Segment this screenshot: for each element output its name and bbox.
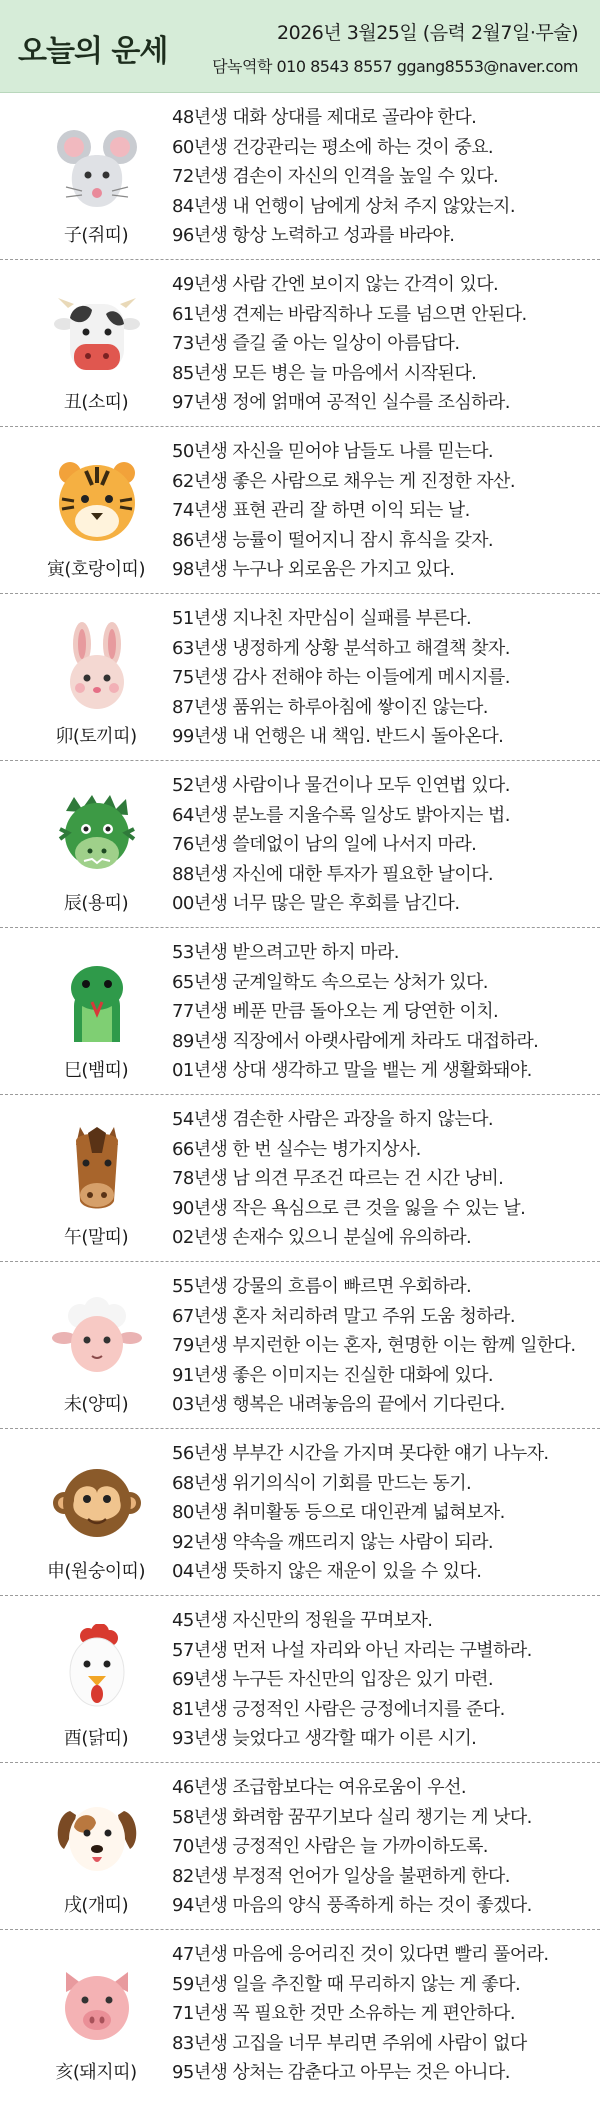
fortune-line: 49년생 사람 간엔 보이지 않는 간격이 있다.	[172, 274, 499, 295]
fortune-line: 82년생 부정적 언어가 일상을 불편하게 한다.	[172, 1865, 510, 1887]
dog-icon	[52, 1791, 142, 1881]
fortune-line: 47년생 마음에 응어리진 것이 있다면 빨리 풀어라.	[172, 1944, 549, 1965]
fortune-line: 62년생 좋은 사람으로 채우는 게 진정한 자산.	[172, 470, 515, 492]
fortune-line: 99년생 내 언행은 내 책임. 반드시 돌아온다.	[172, 726, 504, 747]
fortune-line: 86년생 능률이 떨어지니 잠시 휴식을 갖자.	[172, 529, 494, 551]
fortune-line: 51년생 지나친 자만심이 실패를 부른다.	[172, 608, 472, 629]
fortune-line: 75년생 감사 전해야 하는 이들에게 메시지를.	[172, 667, 510, 688]
zodiac-name: 子(쥐띠)	[63, 225, 129, 246]
zodiac-name: 辰(용띠)	[63, 893, 129, 914]
zodiac-row	[0, 1262, 600, 1429]
fortune-lines	[172, 938, 594, 1086]
fortune-line: 87년생 품위는 하루아침에 쌓이진 않는다.	[172, 696, 488, 718]
fortune-line: 67년생 혼자 처리하려 말고 주위 도움 청하라.	[172, 1305, 515, 1327]
fortune-line: 63년생 냉정하게 상황 분석하고 해결책 찾자.	[172, 637, 510, 659]
fortune-line: 92년생 약속을 깨뜨리지 않는 사람이 되라.	[172, 1531, 494, 1553]
header	[0, 0, 600, 93]
fortune-lines	[172, 270, 594, 418]
fortune-line: 74년생 표현 관리 잘 하면 이익 되는 날.	[172, 500, 470, 521]
fortune-line: 66년생 한 번 실수는 병가지상사.	[172, 1138, 421, 1160]
fortune-line: 69년생 누구든 자신만의 입장은 있기 마련.	[172, 1669, 494, 1690]
fortune-line: 64년생 분노를 지울수록 일상도 밝아지는 법.	[172, 804, 510, 826]
fortune-lines	[172, 1940, 594, 2088]
zodiac-row	[0, 1763, 600, 1930]
fortune-line: 60년생 건강관리는 평소에 하는 것이 중요.	[172, 136, 494, 158]
fortune-line: 65년생 군계일학도 속으로는 상처가 있다.	[172, 971, 488, 993]
zodiac-row	[0, 928, 600, 1095]
fortune-line: 90년생 작은 욕심으로 큰 것을 잃을 수 있는 날.	[172, 1197, 526, 1219]
zodiac-name: 亥(돼지띠)	[55, 2062, 137, 2083]
fortune-line: 00년생 너무 많은 말은 후회를 남긴다.	[172, 893, 460, 914]
date-line: 2026년 3월25일 (음력 2월7일·무술)	[277, 22, 578, 44]
fortune-line: 84년생 내 언행이 남에게 상처 주지 않았는지.	[172, 195, 515, 217]
fortune-line: 72년생 겸손이 자신의 인격을 높일 수 있다.	[172, 166, 499, 187]
ox-icon	[52, 288, 142, 378]
fortune-lines	[172, 771, 594, 919]
fortune-lines	[172, 1272, 594, 1420]
fortune-line: 85년생 모든 병은 늘 마음에서 시작된다.	[172, 362, 477, 384]
zodiac-list	[0, 93, 600, 2097]
fortune-line: 93년생 늦었다고 생각할 때가 이른 시기.	[172, 1728, 477, 1749]
fortune-line: 81년생 긍정적인 사람은 긍정에너지를 준다.	[172, 1698, 505, 1720]
fortune-line: 98년생 누구나 외로움은 가지고 있다.	[172, 559, 455, 580]
zodiac-name: 未(양띠)	[63, 1394, 129, 1415]
fortune-lines	[172, 1773, 594, 1921]
horse-icon	[52, 1123, 142, 1213]
fortune-line: 52년생 사람이나 물건이나 모두 인연법 있다.	[172, 775, 510, 796]
fortune-line: 48년생 대화 상대를 제대로 골라야 한다.	[172, 107, 477, 128]
fortune-line: 53년생 받으려고만 하지 마라.	[172, 942, 399, 963]
sheep-icon	[52, 1290, 142, 1380]
fortune-line: 03년생 행복은 내려놓음의 끝에서 기다린다.	[172, 1394, 505, 1415]
zodiac-row	[0, 1596, 600, 1763]
page-title: 오늘의 운세	[18, 34, 168, 69]
fortune-line: 58년생 화려함 꿈꾸기보다 실리 챙기는 게 낫다.	[172, 1806, 532, 1828]
fortune-line: 97년생 정에 얽매여 공적인 실수를 조심하라.	[172, 392, 510, 413]
fortune-line: 95년생 상처는 감춘다고 아무는 것은 아니다.	[172, 2062, 510, 2083]
pig-icon	[52, 1958, 142, 2048]
zodiac-row	[0, 1095, 600, 1262]
monkey-icon	[52, 1457, 142, 1547]
fortune-line: 76년생 쓸데없이 남의 일에 나서지 마라.	[172, 834, 477, 855]
zodiac-name: 午(말띠)	[63, 1227, 129, 1248]
fortune-line: 80년생 취미활동 등으로 대인관계 넓혀보자.	[172, 1502, 505, 1523]
fortune-line: 79년생 부지런한 이는 혼자, 현명한 이는 함께 일한다.	[172, 1335, 576, 1356]
zodiac-name: 酉(닭띠)	[63, 1728, 129, 1749]
fortune-line: 91년생 좋은 이미지는 진실한 대화에 있다.	[172, 1364, 494, 1386]
fortune-line: 89년생 직장에서 아랫사람에게 차라도 대접하라.	[172, 1030, 539, 1052]
fortune-line: 55년생 강물의 흐름이 빠르면 우회하라.	[172, 1276, 472, 1297]
zodiac-row	[0, 1429, 600, 1596]
fortune-line: 78년생 남 의견 무조건 따르는 건 시간 낭비.	[172, 1168, 504, 1189]
fortune-line: 45년생 자신만의 정원을 꾸며보자.	[172, 1610, 433, 1631]
fortune-lines	[172, 1606, 594, 1754]
fortune-lines	[172, 1439, 594, 1587]
fortune-line: 96년생 항상 노력하고 성과를 바라야.	[172, 225, 455, 246]
fortune-line: 94년생 마음의 양식 풍족하게 하는 것이 좋겠다.	[172, 1895, 532, 1916]
snake-icon	[52, 956, 142, 1046]
zodiac-row	[0, 260, 600, 427]
fortune-line: 88년생 자신에 대한 투자가 필요한 날이다.	[172, 863, 494, 885]
fortune-line: 83년생 고집을 너무 부리면 주위에 사람이 없다	[172, 2032, 527, 2054]
fortune-line: 57년생 먼저 나설 자리와 아닌 자리는 구별하라.	[172, 1639, 532, 1661]
zodiac-row	[0, 93, 600, 260]
fortune-line: 71년생 꼭 필요한 것만 소유하는 게 편안하다.	[172, 2003, 515, 2024]
zodiac-name: 寅(호랑이띠)	[46, 559, 146, 580]
zodiac-name: 戌(개띠)	[63, 1895, 129, 1916]
fortune-lines	[172, 604, 594, 752]
rat-icon	[52, 121, 142, 211]
fortune-line: 70년생 긍정적인 사람은 늘 가까이하도록.	[172, 1836, 488, 1857]
zodiac-name: 巳(뱀띠)	[63, 1060, 129, 1081]
fortune-line: 56년생 부부간 시간을 가지며 못다한 얘기 나누자.	[172, 1443, 549, 1464]
fortune-line: 02년생 손재수 있으니 분실에 유의하라.	[172, 1227, 472, 1248]
fortune-line: 54년생 겸손한 사람은 과장을 하지 않는다.	[172, 1109, 494, 1130]
fortune-lines	[172, 1105, 594, 1253]
fortune-line: 73년생 즐길 줄 아는 일상이 아름답다.	[172, 333, 460, 354]
zodiac-row	[0, 1930, 600, 2097]
fortune-line: 04년생 뜻하지 않은 재운이 있을 수 있다.	[172, 1561, 482, 1582]
fortune-lines	[172, 437, 594, 585]
zodiac-row	[0, 427, 600, 594]
fortune-line: 01년생 상대 생각하고 말을 뱉는 게 생활화돼야.	[172, 1060, 532, 1081]
zodiac-name: 丑(소띠)	[63, 392, 129, 413]
fortune-line: 50년생 자신을 믿어야 남들도 나를 믿는다.	[172, 441, 494, 462]
fortune-line: 68년생 위기의식이 기회를 만드는 동기.	[172, 1472, 472, 1494]
dragon-icon	[52, 789, 142, 879]
rabbit-icon	[52, 622, 142, 712]
contact-line: 담녹역학 010 8543 8557 ggang8553@naver.com	[212, 57, 578, 76]
zodiac-row	[0, 594, 600, 761]
fortune-line: 46년생 조급함보다는 여유로움이 우선.	[172, 1777, 467, 1798]
fortune-line: 77년생 베푼 만큼 돌아오는 게 당연한 이치.	[172, 1001, 499, 1022]
tiger-icon	[52, 455, 142, 545]
zodiac-name: 申(원숭이띠)	[46, 1561, 146, 1582]
fortune-line: 59년생 일을 추진할 때 무리하지 않는 게 좋다.	[172, 1973, 521, 1995]
fortune-lines	[172, 103, 594, 251]
zodiac-name: 卯(토끼띠)	[55, 726, 137, 747]
rooster-icon	[52, 1624, 142, 1714]
zodiac-row	[0, 761, 600, 928]
fortune-line: 61년생 견제는 바람직하나 도를 넘으면 안된다.	[172, 303, 527, 325]
